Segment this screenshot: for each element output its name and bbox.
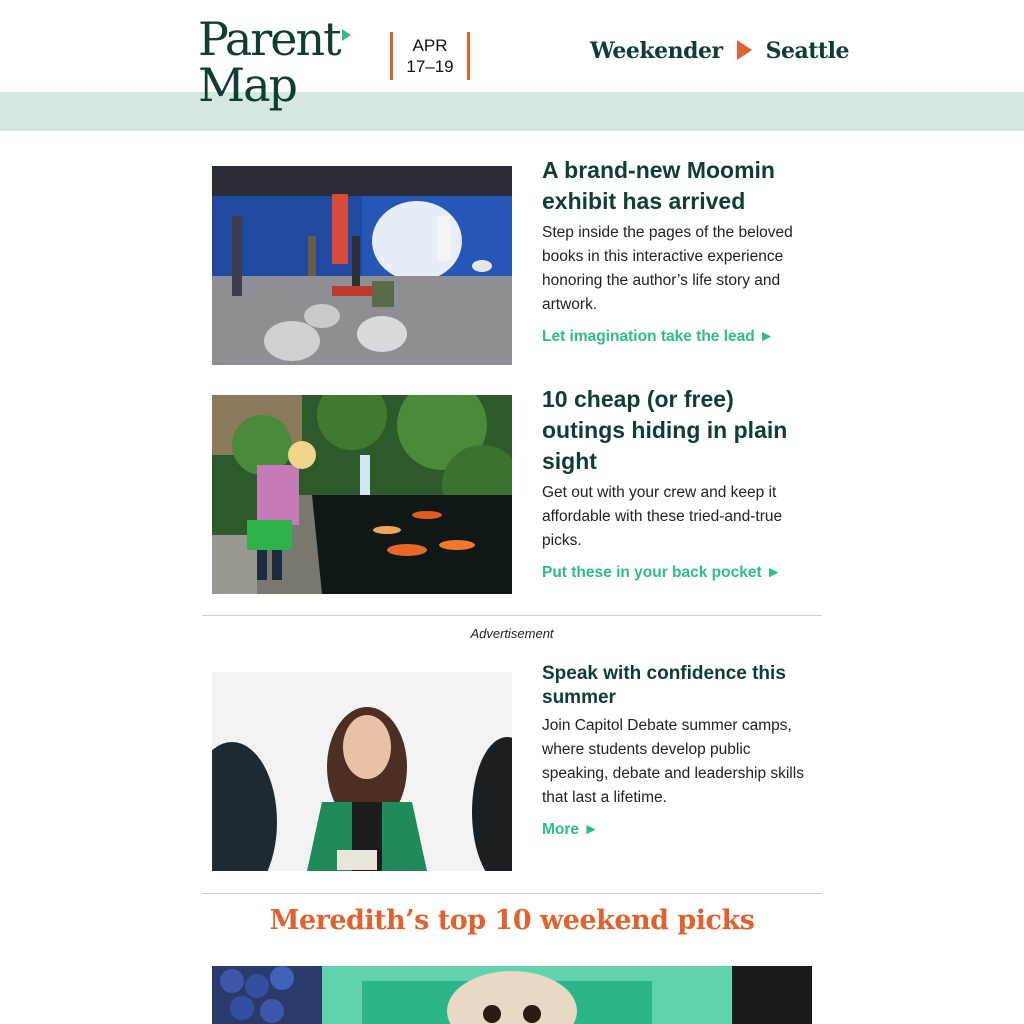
date-month: APR	[412, 36, 448, 55]
advertisement-label: Advertisement	[470, 626, 554, 641]
header-band	[0, 92, 1024, 131]
edition-name: Weekender	[590, 38, 723, 64]
ad-image-debate[interactable]	[212, 672, 512, 871]
logo-triangle-icon	[342, 29, 351, 41]
article-image-moomin[interactable]	[212, 166, 512, 365]
picks-heading: Meredith’s top 10 weekend picks	[269, 905, 755, 936]
article-body-2: Get out with your crew and keep it affordable with these tried-and-true picks.	[542, 484, 783, 549]
ad-text	[542, 662, 817, 839]
article-text-1	[542, 155, 817, 346]
article-image-koi[interactable]	[212, 395, 512, 594]
edition-title	[590, 38, 849, 64]
play-arrow-icon	[737, 40, 752, 60]
article-title-1[interactable]: A brand-new Moomin exhibit has arrived	[542, 157, 775, 214]
date-days: 17–19	[406, 57, 454, 76]
divider	[202, 893, 822, 894]
parentmap-logo[interactable]	[198, 12, 351, 112]
ad-title[interactable]: Speak with confidence this summer	[542, 663, 786, 708]
divider	[202, 615, 822, 616]
date-badge	[390, 32, 470, 80]
logo-line1: Parent	[198, 12, 340, 66]
ad-body: Join Capitol Debate summer camps, where students develop public speaking, debate and leadership skills that last a lifetime.	[542, 717, 804, 806]
article-link-2[interactable]: Put these in your back pocket ►	[542, 564, 782, 581]
logo-line2: Map	[198, 58, 296, 112]
article-body-1: Step inside the pages of the beloved books in this interactive experience honoring the author’s life story and artwork.	[542, 224, 793, 313]
edition-city: Seattle	[765, 38, 849, 64]
article-link-1[interactable]: Let imagination take the lead ►	[542, 328, 775, 345]
article-text-2	[542, 384, 817, 582]
article-title-2[interactable]: 10 cheap (or free) outings hiding in plain sight	[542, 386, 788, 474]
ad-link[interactable]: More ►	[542, 821, 599, 838]
picks-image-mascot[interactable]	[212, 966, 812, 1024]
